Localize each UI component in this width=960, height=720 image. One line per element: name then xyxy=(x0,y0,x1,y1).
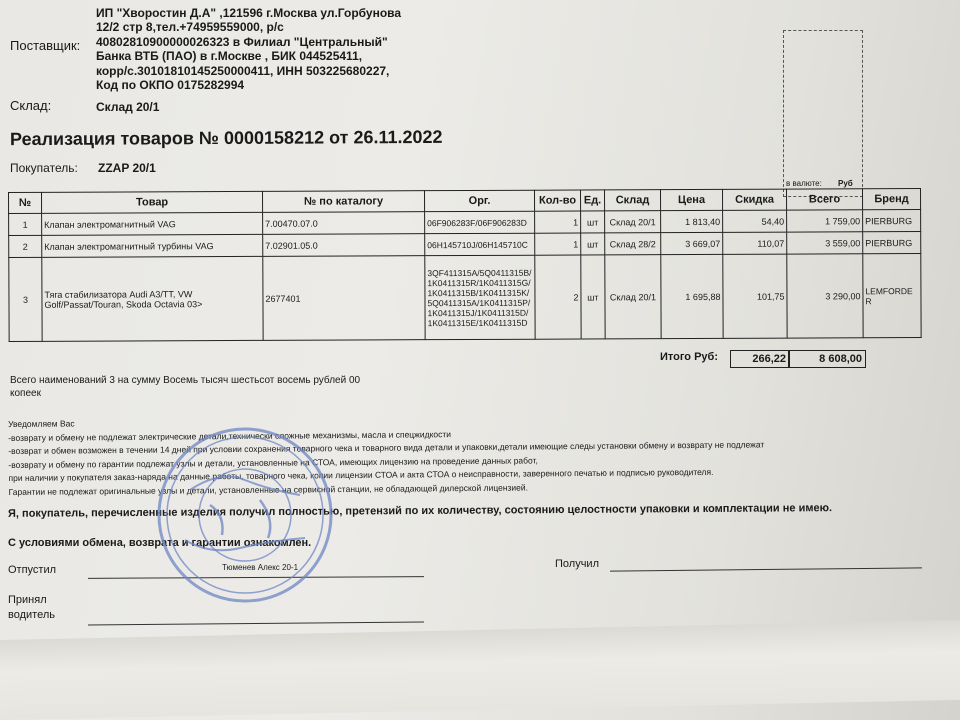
cell-price: 1 813,40 xyxy=(661,210,723,232)
cell-discount: 101,75 xyxy=(723,254,787,338)
cell-discount: 54,40 xyxy=(723,210,787,232)
column-header: Цена xyxy=(660,189,722,210)
supplier-details xyxy=(96,6,401,92)
column-header: Кол-во xyxy=(534,190,580,211)
goods-table xyxy=(8,188,922,342)
notice-line: Гарантии не подлежат оригинальные узлы и детали, установленные на сервисной станции, не обладающей дилерской лицензией. xyxy=(8,481,529,497)
column-header: Склад xyxy=(604,190,660,211)
cell-total: 3 559,00 xyxy=(787,232,863,254)
cell-brand: LEMFORDER xyxy=(863,254,921,338)
received-label: Получил xyxy=(555,558,599,570)
notice-line: -возврату и обмену не подлежат электрические детали,технически сложные механизмы, масла и спецжидкости xyxy=(8,428,452,443)
company-seal-stamp xyxy=(150,420,340,610)
warehouse-label: Склад: xyxy=(10,98,52,113)
totals-label: Итого Руб: xyxy=(660,351,718,363)
released-label: Отпустил xyxy=(8,564,57,576)
currency-value: Руб xyxy=(838,179,853,188)
cell-unit: шт xyxy=(581,233,605,255)
cell-total: 3 290,00 xyxy=(787,254,863,338)
cell-product: Клапан электромагнитный VAG xyxy=(42,212,263,235)
cell-discount: 110,07 xyxy=(723,232,787,254)
totals-sum: 8 608,00 xyxy=(788,350,866,368)
stamp-placeholder-box xyxy=(783,30,863,197)
cell-qty: 2 xyxy=(535,255,581,339)
cell-price: 3 669,07 xyxy=(661,232,723,254)
column-header: Товар xyxy=(42,191,263,213)
supplier-line: Банка ВТБ (ПАО) в г.Москве , БИК 044525411, xyxy=(96,49,363,64)
confirm-terms-text: С условиями обмена, возврата и гарантии ознакомлен. xyxy=(8,537,312,549)
released-signer-name: Тюменев Алекс 20-1 xyxy=(222,563,299,572)
cell-catalog: 2677401 xyxy=(263,256,425,341)
cell-warehouse: Склад 20/1 xyxy=(605,211,661,233)
column-header: Ед. xyxy=(580,190,604,211)
cell-catalog: 7.02901.05.0 xyxy=(263,234,425,257)
cell-number: 2 xyxy=(9,235,42,257)
cell-brand: PIERBURG xyxy=(863,210,921,232)
supplier-line: корр/с.30101810145250000411, ИНН 503225680227, xyxy=(96,63,390,78)
cell-product: Тяга стабилизатора Audi A3/TT, VW Golf/Passat/Touran, Skoda Octavia 03> xyxy=(42,256,263,341)
notice-block xyxy=(8,411,765,499)
confirm-text: Я, покупатель, перечисленные изделия получил полностью, претензий по их количеству, состоянию целостности упаковки и комплектации не имею. xyxy=(7,502,833,520)
supplier-line: 12/2 стр 8,тел.+74959559000, р/с xyxy=(96,20,284,35)
cell-qty: 1 xyxy=(535,233,581,255)
column-header: Орг. xyxy=(424,190,534,211)
notice-line: -возврат и обмен возможен в течении 14 дней при условии сохранения товарного чека и товарного вида детали и упаковки,детали имеющие следы установки обмену и возврату не подлежат xyxy=(8,439,765,456)
supplier-line: 40802810900000026323 в Филиал "Центральный" xyxy=(96,34,388,49)
column-header: Всего xyxy=(786,189,862,210)
cell-product: Клапан электромагнитный турбины VAG xyxy=(42,234,263,257)
supplier-line: ИП "Хворостин Д.А" ,121596 г.Москва ул.Горбунова xyxy=(96,6,402,20)
cell-warehouse: Склад 20/1 xyxy=(605,255,661,339)
notice-line: при наличии у покупателя заказ-наряда на данные работы, товарного чека, копии лицензии СТОА и акта СТОА о неисправности, заверенного печатью и подписью руководителя. xyxy=(8,466,714,483)
column-header: Бренд xyxy=(862,189,920,210)
supplier-label: Поставщик: xyxy=(10,38,81,53)
cell-unit: шт xyxy=(581,211,605,233)
warehouse-value: Склад 20/1 xyxy=(96,100,160,114)
driver-label-line1: Принял xyxy=(8,594,47,606)
summary-line: Всего наименований 3 на сумму Восемь тысяч шестьсот восемь рублей 00 xyxy=(10,375,361,386)
totals-discount: 266,22 xyxy=(730,350,790,368)
buyer-value: ZZAP 20/1 xyxy=(98,161,156,175)
cell-unit: шт xyxy=(581,255,605,339)
cell-org: 06F906283F/06F906283D xyxy=(425,211,535,233)
table-row xyxy=(9,254,921,342)
cell-org: 3QF411315A/5Q0411315B/1K0411315R/1K0411315G/1K0411315B/1K0411315K/5Q0411315A/1K0411315P/1K0411315J/1K0411315D/1K0411315E/1K0411315D xyxy=(425,255,535,339)
cell-number: 3 xyxy=(9,257,42,341)
cell-brand: PIERBURG xyxy=(863,232,921,254)
column-header: № xyxy=(9,192,42,213)
cell-total: 1 759,00 xyxy=(787,210,863,232)
notice-line: -возврату и обмену по гарантии подлежат узлы и детали, установленные на СТОА, имеющих лицензию на проведение данных работ, xyxy=(8,454,538,470)
buyer-label: Покупатель: xyxy=(10,161,78,175)
currency-label: в валюте: xyxy=(786,179,822,188)
notice-line: Уведомляем Вас xyxy=(8,418,75,429)
cell-price: 1 695,88 xyxy=(661,254,723,338)
cell-warehouse: Склад 28/2 xyxy=(605,233,661,255)
driver-label-line2: водитель xyxy=(8,609,55,621)
summary-text xyxy=(10,374,360,400)
summary-line: копеек xyxy=(10,388,41,399)
column-header: Скидка xyxy=(722,189,786,210)
column-header: № по каталогу xyxy=(262,191,424,213)
cell-org: 06H145710J/06H145710C xyxy=(425,233,535,255)
supplier-line: Код по ОКПО 0175282994 xyxy=(96,78,245,93)
document-title: Реализация товаров № 0000158212 от 26.11.2022 xyxy=(9,126,443,150)
cell-qty: 1 xyxy=(535,211,581,233)
cell-catalog: 7.00470.07.0 xyxy=(263,212,425,235)
cell-number: 1 xyxy=(9,213,42,235)
